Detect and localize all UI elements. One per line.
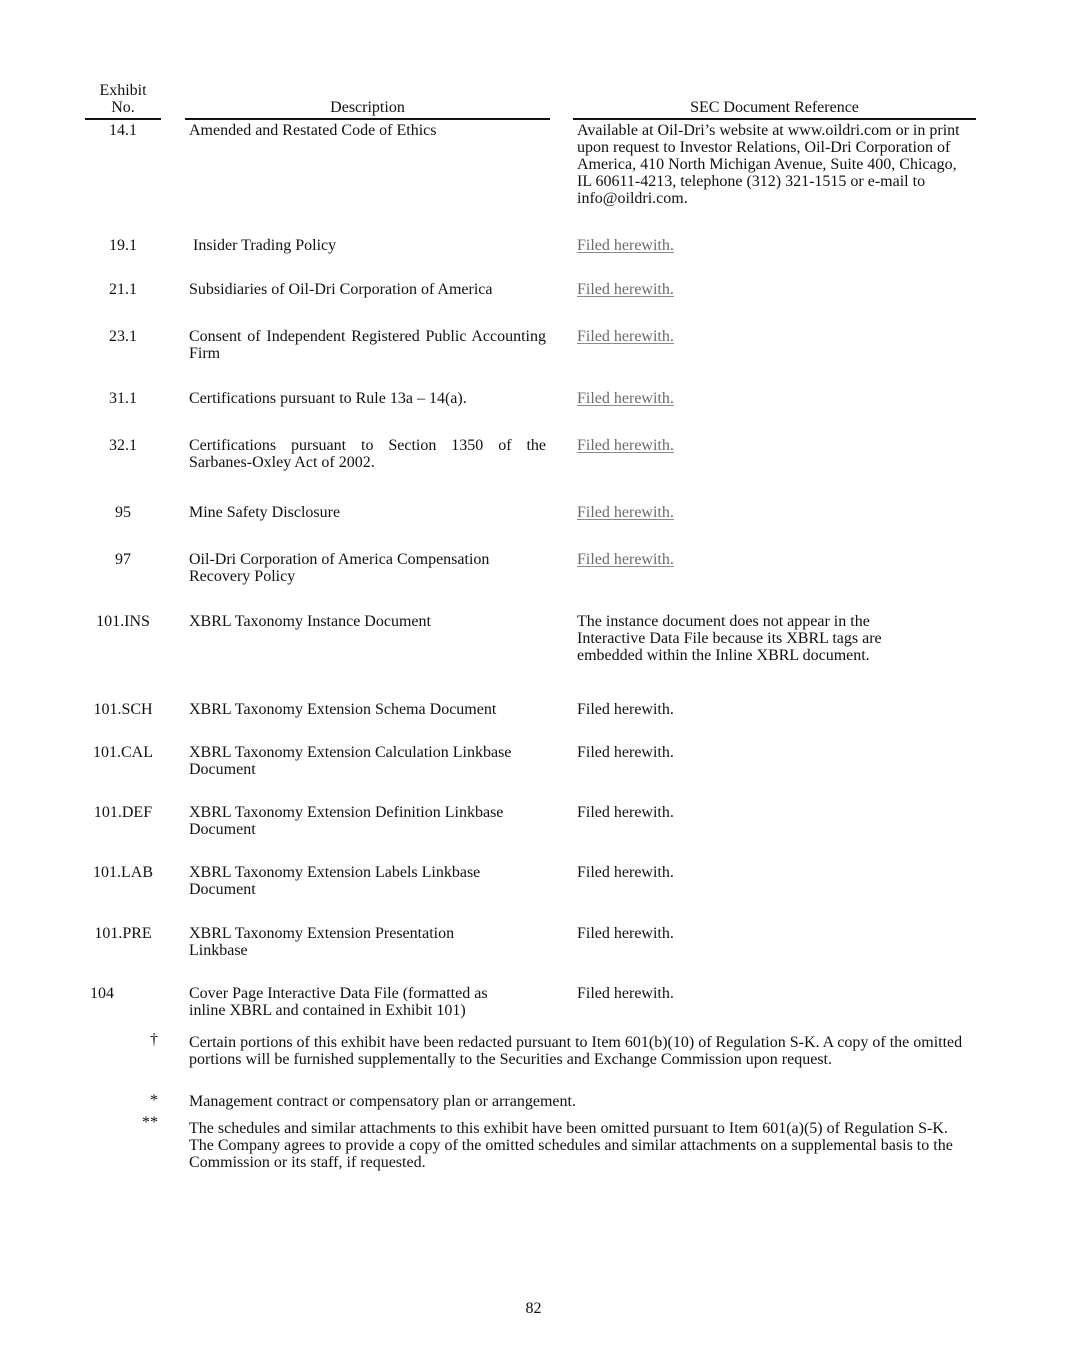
filed-herewith-link[interactable]: Filed herewith. <box>577 504 674 521</box>
header-rule-exhibit <box>85 118 161 120</box>
header-exhibit-label: Exhibit <box>99 82 147 99</box>
exhibit-description: XBRL Taxonomy Extension Schema Document <box>189 701 497 718</box>
exhibit-number: 23.1 <box>109 328 137 345</box>
footnote-text: Management contract or compensatory plan or arrangement. <box>189 1093 576 1110</box>
exhibit-description: Oil-Dri Corporation of America Compensation Recovery Policy <box>189 551 490 585</box>
exhibit-reference: Filed herewith. <box>577 804 674 821</box>
exhibit-reference-link[interactable] <box>577 390 972 407</box>
exhibit-description: Insider Trading Policy <box>189 237 337 254</box>
exhibit-reference: Available at Oil-Dri’s website at www.oildri.com or in print upon request to Investor Relations, Oil-Dri Corporation of America, 410 North Michigan Avenue, Suite 400, Chicago, IL 60611-4213, telephone (312) 321-1515 or e-mail to info@oildri.com. <box>577 122 960 207</box>
exhibit-description: XBRL Taxonomy Extension Definition Linkbase Document <box>189 804 504 838</box>
page-number: 82 <box>525 1300 542 1317</box>
exhibit-reference: Filed herewith. <box>577 701 674 718</box>
header-sec-reference: SEC Document Reference <box>690 99 859 116</box>
footnote-text: The schedules and similar attachments to this exhibit have been omitted pursuant to Item 601(a)(5) of Regulation S-K. The Company agrees to provide a copy of the omitted schedules and similar attachments on a supplemental basis to the Commission or its staff, if requested. <box>189 1120 953 1171</box>
exhibit-description: XBRL Taxonomy Extension Presentation Linkbase <box>189 925 455 959</box>
exhibit-reference: Filed herewith. <box>577 925 674 942</box>
header-rule-reference <box>573 118 976 120</box>
exhibit-description: XBRL Taxonomy Extension Calculation Linkbase Document <box>189 744 512 778</box>
exhibit-reference-link[interactable] <box>577 504 972 521</box>
exhibit-reference-link[interactable] <box>577 437 972 454</box>
filed-herewith-link[interactable]: Filed herewith. <box>577 551 674 568</box>
exhibit-reference-link[interactable] <box>577 237 972 254</box>
exhibit-number: 97 <box>115 551 131 568</box>
header-exhibit-no <box>85 82 161 116</box>
exhibit-description: Mine Safety Disclosure <box>189 504 341 521</box>
filed-herewith-link[interactable]: Filed herewith. <box>577 237 674 254</box>
exhibit-number: 21.1 <box>109 281 137 298</box>
exhibit-reference: Filed herewith. <box>577 864 674 881</box>
exhibit-description: XBRL Taxonomy Extension Labels Linkbase Document <box>189 864 481 898</box>
header-rule-description <box>185 118 550 120</box>
exhibit-reference-link[interactable] <box>577 281 972 298</box>
header-no-label: No. <box>111 99 135 116</box>
exhibit-reference: Filed herewith. <box>577 985 674 1002</box>
filed-herewith-link[interactable]: Filed herewith. <box>577 437 674 454</box>
exhibit-description: Certifications pursuant to Rule 13a – 14(a). <box>189 390 467 407</box>
exhibit-description: XBRL Taxonomy Instance Document <box>189 613 431 630</box>
exhibit-number: 104 <box>90 985 114 1002</box>
exhibit-number: 14.1 <box>109 122 137 139</box>
footnote-mark-asterisk: * <box>150 1092 158 1109</box>
exhibit-description: Certifications pursuant to Section 1350 of the Sarbanes-Oxley Act of 2002. <box>189 437 546 471</box>
exhibit-number: 101.SCH <box>93 701 153 718</box>
footnote-text: Certain portions of this exhibit have been redacted pursuant to Item 601(b)(10) of Regulation S-K. A copy of the omitted portions will be furnished supplementally to the Securities and Exchange Commission upon request. <box>189 1034 963 1068</box>
exhibit-number: 19.1 <box>109 237 137 254</box>
filed-herewith-link[interactable]: Filed herewith. <box>577 390 674 407</box>
exhibit-number: 101.CAL <box>93 744 153 761</box>
exhibit-number: 31.1 <box>109 390 137 407</box>
footnote-mark-dagger: † <box>150 1031 158 1048</box>
exhibit-description: Amended and Restated Code of Ethics <box>189 122 437 139</box>
filed-herewith-link[interactable]: Filed herewith. <box>577 281 674 298</box>
exhibit-reference: Filed herewith. <box>577 744 674 761</box>
exhibit-description: Subsidiaries of Oil-Dri Corporation of America <box>189 281 493 298</box>
header-description: Description <box>330 99 405 116</box>
exhibit-number: 32.1 <box>109 437 137 454</box>
exhibit-reference-link[interactable] <box>577 551 972 568</box>
exhibit-description: Consent of Independent Registered Public Accounting Firm <box>189 328 546 362</box>
exhibit-number: 101.LAB <box>93 864 153 881</box>
footnote-mark-double-asterisk: ** <box>142 1114 158 1131</box>
filed-herewith-link[interactable]: Filed herewith. <box>577 328 674 345</box>
exhibit-reference-link[interactable] <box>577 328 972 345</box>
exhibit-reference: The instance document does not appear in the Interactive Data File because its XBRL tags are embedded within the Inline XBRL document. <box>577 613 882 664</box>
exhibit-number: 101.DEF <box>93 804 153 821</box>
exhibit-number: 101.PRE <box>94 925 152 942</box>
exhibit-number: 101.INS <box>96 613 150 630</box>
exhibit-number: 95 <box>115 504 131 521</box>
exhibit-description: Cover Page Interactive Data File (formatted as inline XBRL and contained in Exhibit 101) <box>189 985 488 1019</box>
